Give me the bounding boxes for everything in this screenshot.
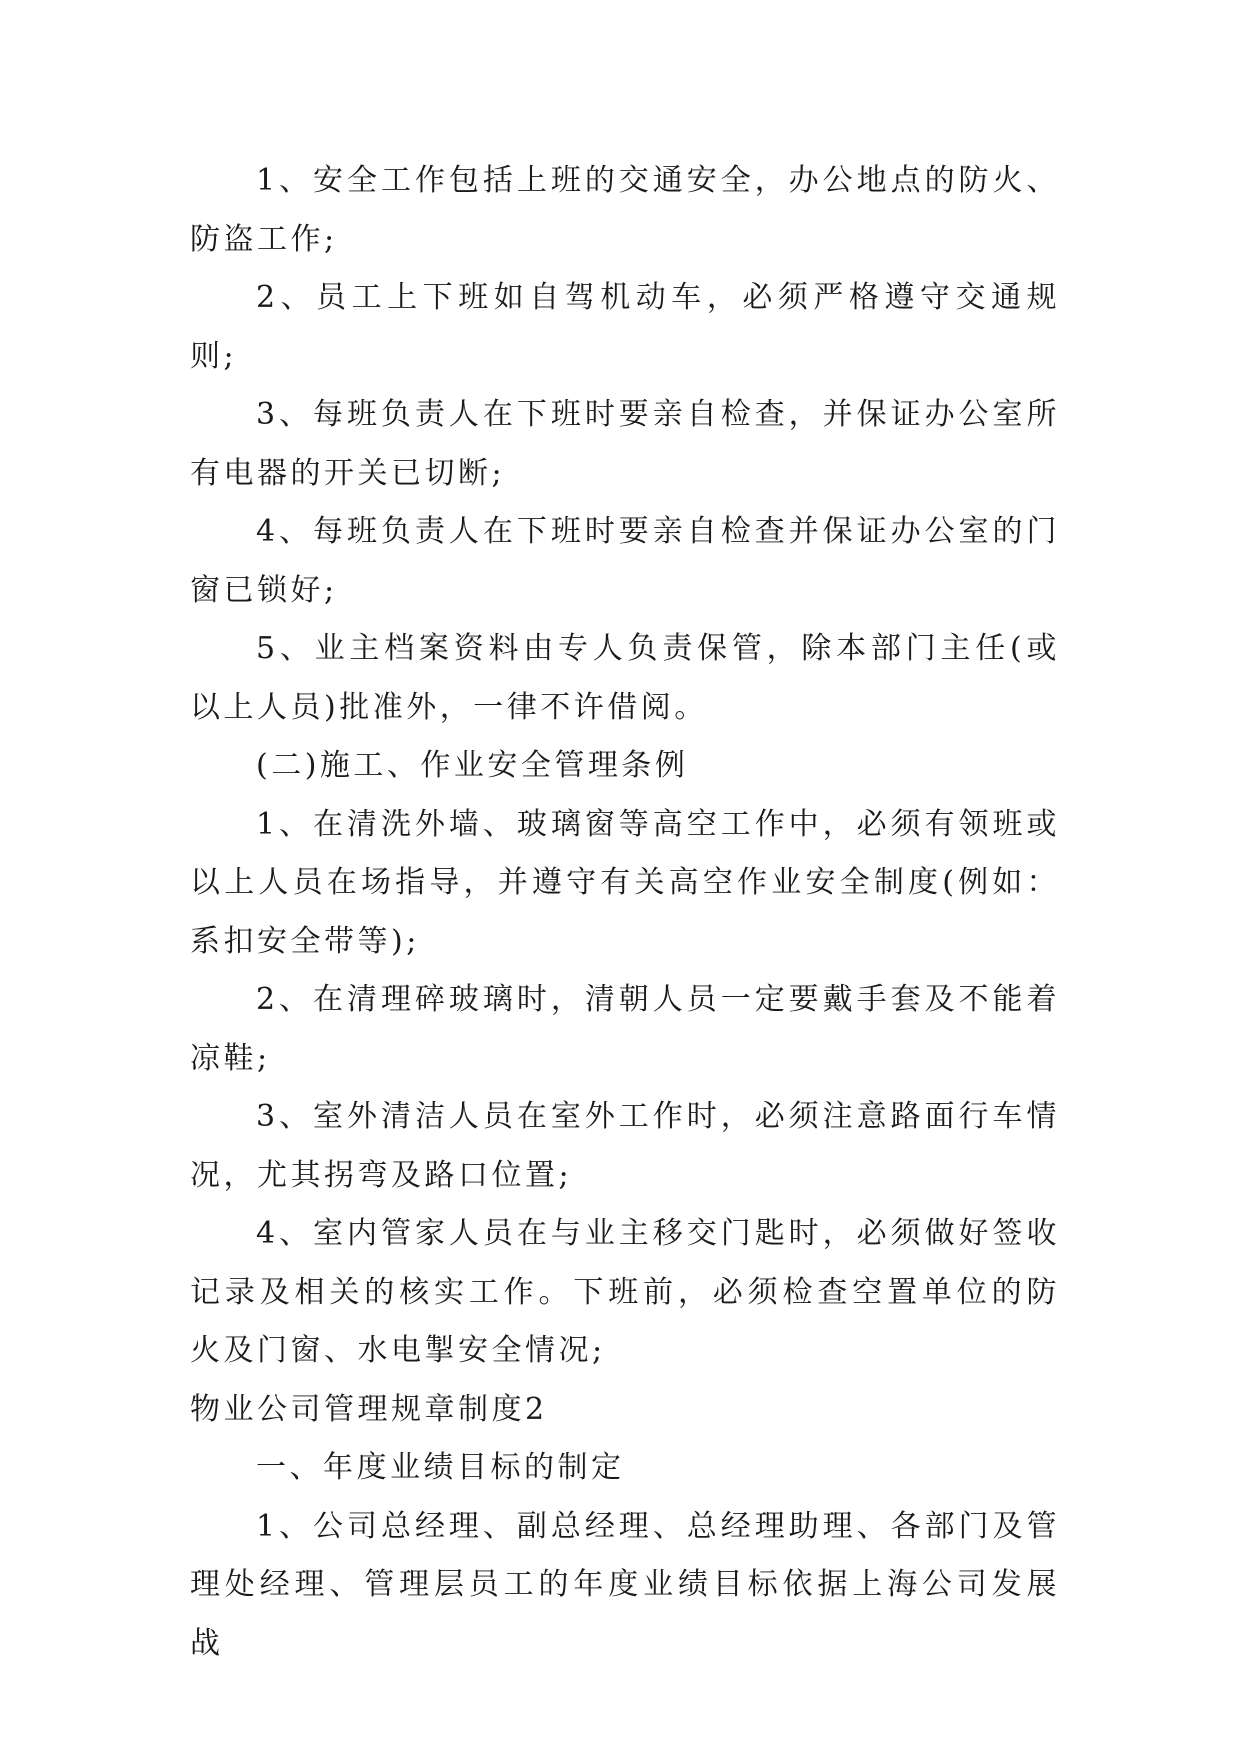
paragraph-safety-item-5: 5、业主档案资料由专人负责保管，除本部门主任(或以上人员)批准外，一律不许借阅。 bbox=[190, 631, 1060, 725]
paragraph-annual-targets-item-1: 1、公司总经理、副总经理、总经理助理、各部门及管理处经理、管理层员工的年度业绩目标依据上海公司发展战 bbox=[190, 1508, 1060, 1661]
paragraph-construction-item-1: 1、在清洗外墙、玻璃窗等高空工作中，必须有领班或以上人员在场指导，并遵守有关高空作业安全制度(例如：系扣安全带等); bbox=[190, 806, 1060, 959]
document-section-title: 物业公司管理规章制度2 bbox=[190, 1391, 548, 1427]
paragraph-safety-item-1: 1、安全工作包括上班的交通安全，办公地点的防火、防盗工作; bbox=[190, 163, 1060, 257]
paragraph-construction-item-4: 4、室内管家人员在与业主移交门匙时，必须做好签收记录及相关的核实工作。下班前，必须检查空置单位的防火及门窗、水电掣安全情况; bbox=[190, 1216, 1060, 1368]
paragraph-safety-item-2: 2、员工上下班如自驾机动车，必须严格遵守交通规则; bbox=[190, 280, 1060, 374]
section-heading-construction-safety: (二)施工、作业安全管理条例 bbox=[256, 748, 689, 783]
paragraph-safety-item-4: 4、每班负责人在下班时要亲自检查并保证办公室的门窗已锁好; bbox=[190, 514, 1060, 608]
paragraph-safety-item-3: 3、每班负责人在下班时要亲自检查，并保证办公室所有电器的开关已切断; bbox=[190, 397, 1060, 491]
section-heading-annual-targets: 一、年度业绩目标的制定 bbox=[256, 1450, 625, 1485]
paragraph-construction-item-3: 3、室外清洁人员在室外工作时，必须注意路面行车情况，尤其拐弯及路口位置; bbox=[190, 1099, 1060, 1193]
paragraph-construction-item-2: 2、在清理碎玻璃时，清朝人员一定要戴手套及不能着凉鞋; bbox=[190, 982, 1060, 1076]
document-body bbox=[190, 152, 1060, 1673]
